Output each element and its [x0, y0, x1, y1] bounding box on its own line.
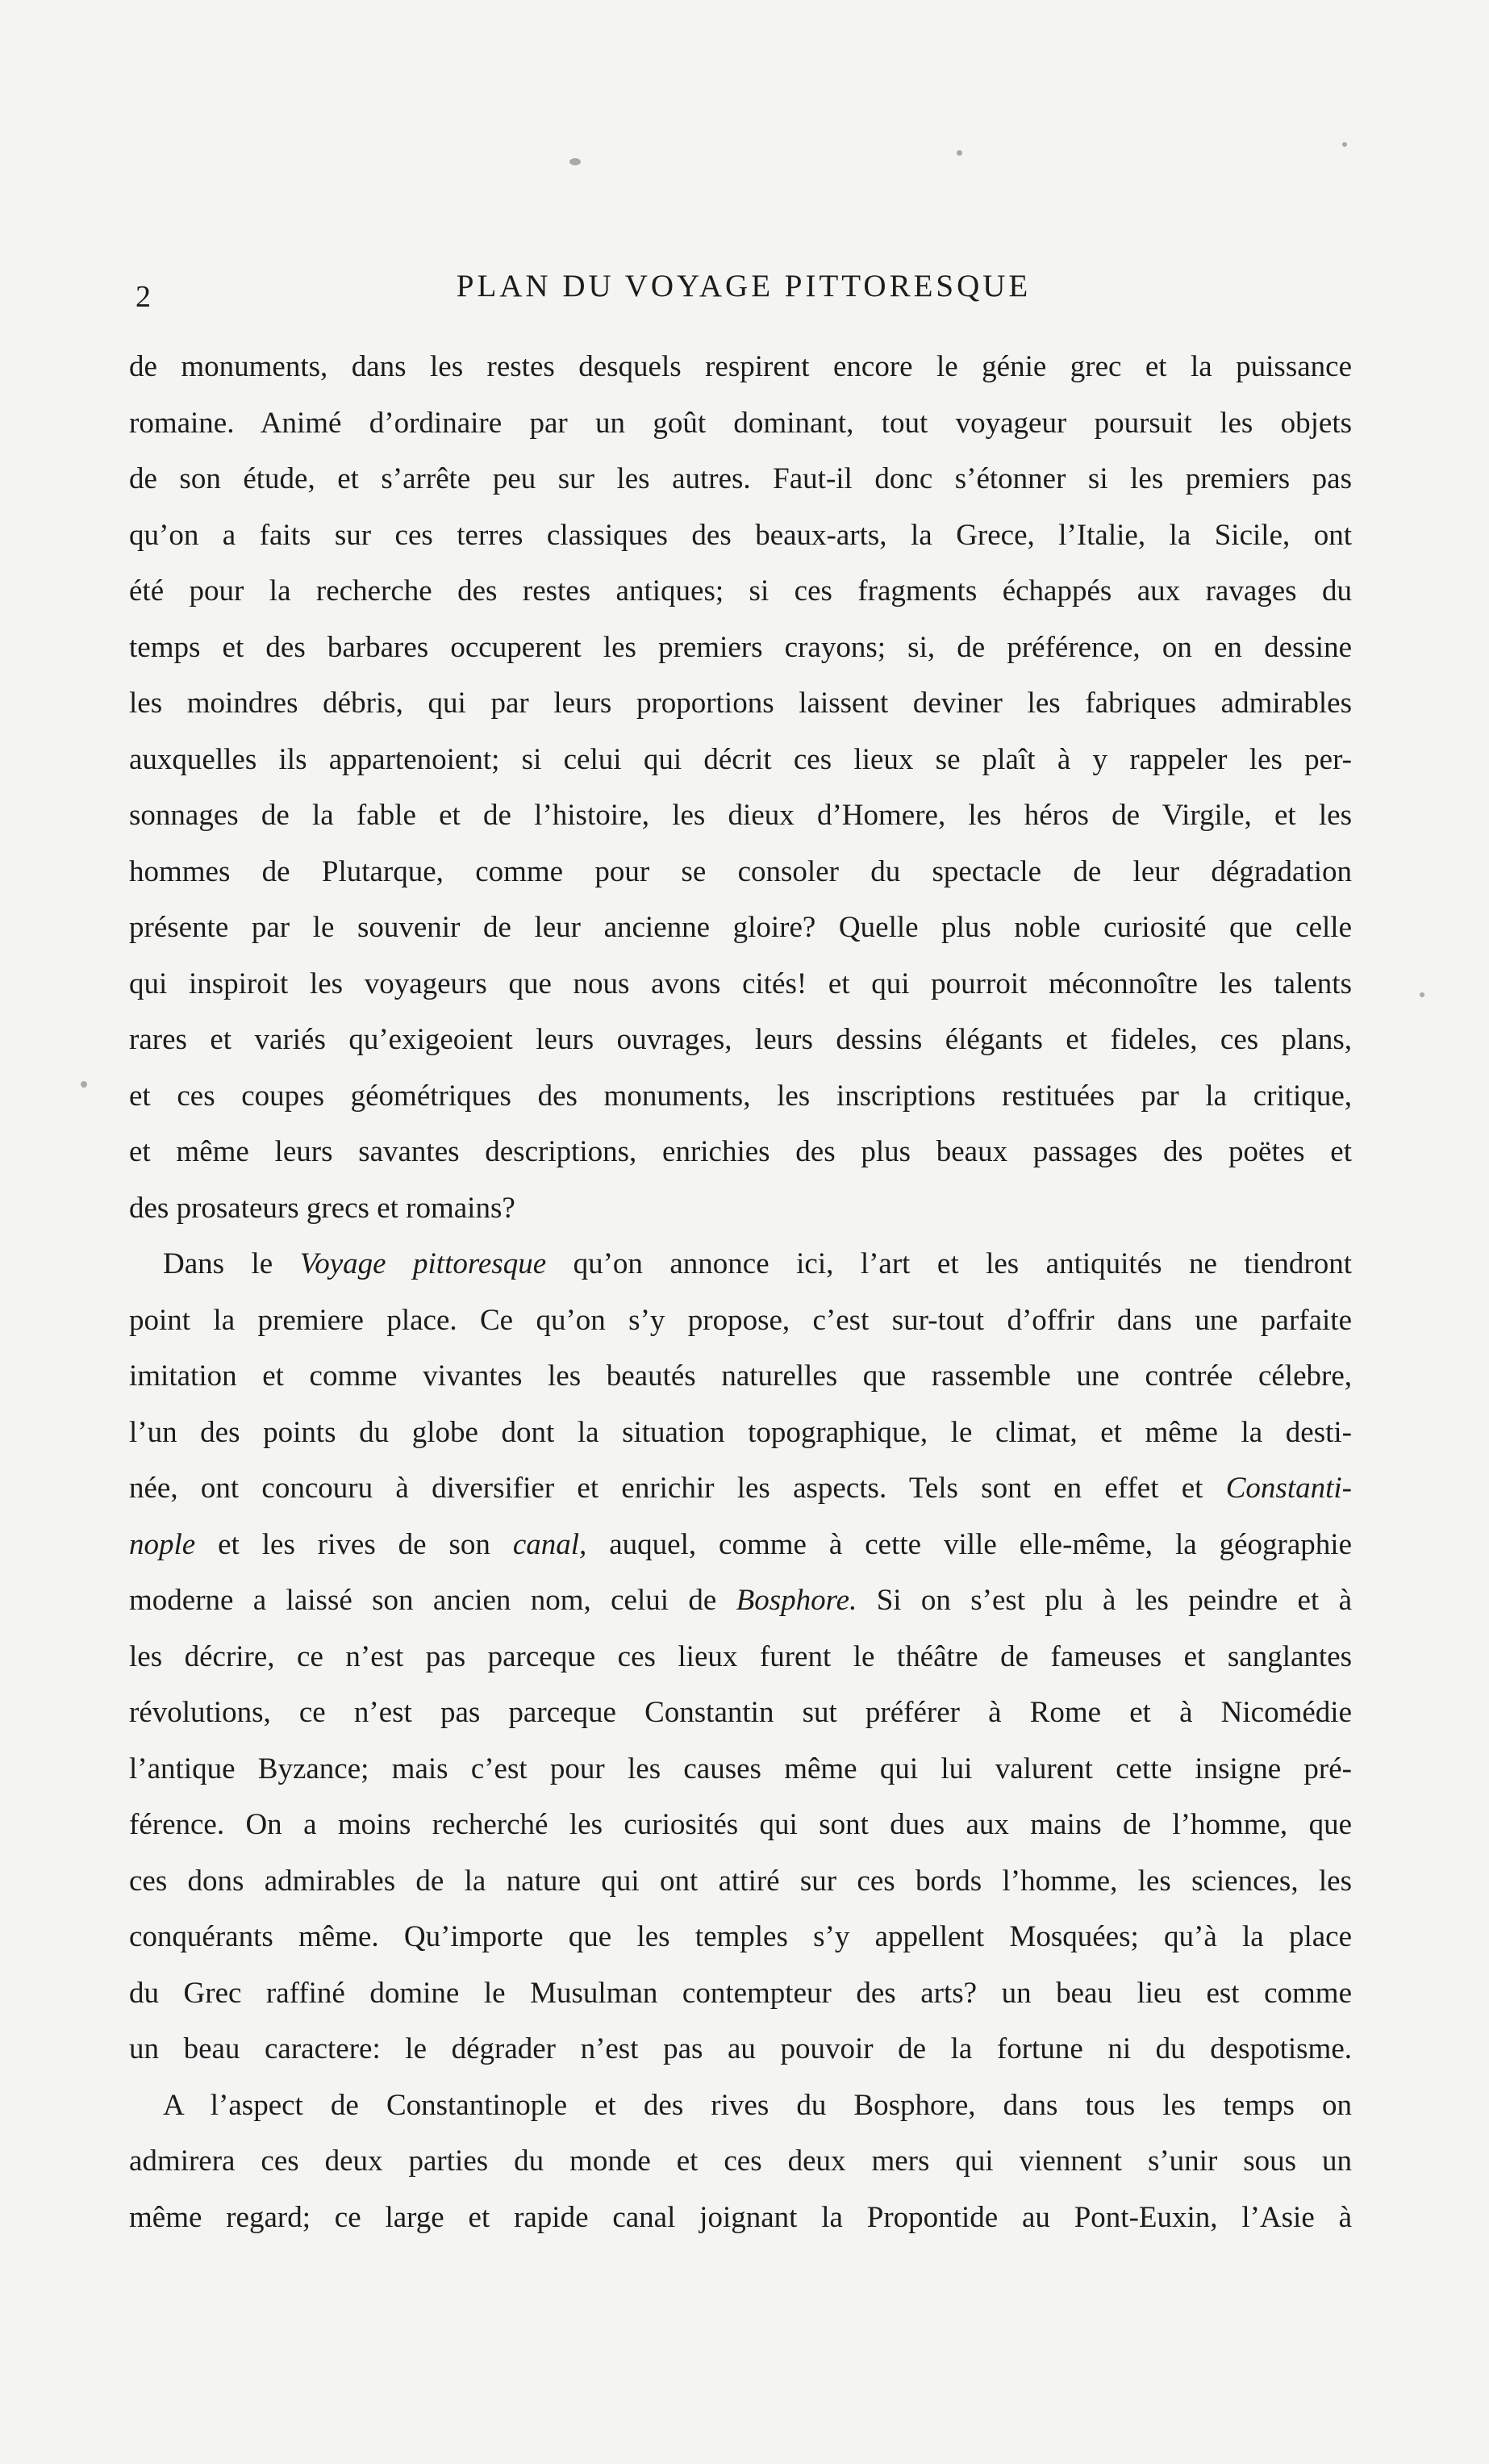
text-line: les décrire, ce n’est pas parceque ces lieux furent le théâtre de fameuses et sanglantes	[129, 1639, 1352, 1673]
text-line: et ces coupes géométriques des monuments, les inscriptions restituées par la critique,	[129, 1079, 1352, 1113]
text-line: romaine. Animé d’ordinaire par un goût dominant, tout voyageur poursuit les objets	[129, 406, 1352, 440]
italic-phrase: canal,	[512, 1527, 587, 1561]
text-line: qui inspiroit les voyageurs que nous avons cités! et qui pourroit méconnoître les talents	[129, 967, 1352, 1000]
text-line: révolutions, ce n’est pas parceque Constantin sut préférer à Rome et à Nicomédie	[129, 1696, 1352, 1729]
ink-speck	[1342, 142, 1347, 147]
text-line: point la premiere place. Ce qu’on s’y propose, c’est sur-tout d’offrir dans une parfaite	[129, 1303, 1352, 1337]
text-line: l’antique Byzance; mais c’est pour les causes même qui lui valurent cette insigne pré-	[129, 1752, 1352, 1785]
italic-phrase: Bosphore.	[736, 1584, 857, 1617]
text-line: un beau caractere: le dégrader n’est pas au pouvoir de la fortune ni du despotisme.	[129, 2032, 1352, 2065]
text-line: A l’aspect de Constantinople et des rives du Bosphore, dans tous les temps on	[163, 2088, 1352, 2122]
text-line: les moindres débris, qui par leurs proportions laissent deviner les fabriques admirables	[129, 687, 1352, 720]
text-line-rich: Dans le Voyage pittoresque qu’on annonce ici, l’art et les antiquités ne tiendront	[163, 1247, 1352, 1280]
page-number: 2	[136, 280, 152, 314]
text-line: même regard; ce large et rapide canal joignant la Propontide au Pont-Euxin, l’Asie à	[129, 2200, 1352, 2234]
ink-speck	[81, 1081, 87, 1088]
italic-phrase: Voyage pittoresque	[299, 1247, 547, 1280]
ink-speck	[569, 158, 581, 165]
text-line: conquérants même. Qu’importe que les temples s’y appellent Mosquées; qu’à la place	[129, 1920, 1352, 1953]
italic-phrase: nople	[129, 1527, 196, 1561]
page-title: PLAN DU VOYAGE PITTORESQUE	[456, 269, 1032, 303]
text-line-rich: moderne a laissé son ancien nom, celui de Bosphore. Si on s’est plu à les peindre et à	[129, 1584, 1352, 1617]
text-line: qu’on a faits sur ces terres classiques des beaux-arts, la Grece, l’Italie, la Sicile, ont	[129, 518, 1352, 552]
text-line: férence. On a moins recherché les curiosités qui sont dues aux mains de l’homme, que	[129, 1808, 1352, 1841]
body-text	[129, 339, 1352, 2245]
text-line: rares et variés qu’exigeoient leurs ouvrages, leurs dessins élégants et fideles, ces plans,	[129, 1023, 1352, 1056]
paragraph-1	[129, 339, 1352, 1236]
text-line: auxquelles ils appartenoient; si celui qui décrit ces lieux se plaît à y rappeler les per-	[129, 742, 1352, 776]
text-line: du Grec raffiné domine le Musulman contempteur des arts? un beau lieu est comme	[129, 1976, 1352, 2010]
running-head	[129, 268, 1358, 316]
text-line: ces dons admirables de la nature qui ont attiré sur ces bords l’homme, les sciences, les	[129, 1864, 1352, 1898]
text-line: et même leurs savantes descriptions, enrichies des plus beaux passages des poëtes et	[129, 1135, 1352, 1168]
italic-phrase: Constanti-	[1225, 1472, 1352, 1505]
paragraph-2	[129, 1236, 1352, 2078]
text-line: présente par le souvenir de leur ancienne gloire? Quelle plus noble curiosité que celle	[129, 911, 1352, 944]
text-line: temps et des barbares occuperent les premiers crayons; si, de préférence, on en dessine	[129, 630, 1352, 664]
text-line: été pour la recherche des restes antiques; si ces fragments échappés aux ravages du	[129, 574, 1352, 608]
text-line-rich: nople et les rives de son canal, auquel, comme à cette ville elle-même, la géographie	[129, 1527, 1352, 1561]
text-line: admirera ces deux parties du monde et ces deux mers qui viennent s’unir sous un	[129, 2145, 1352, 2178]
text-line: imitation et comme vivantes les beautés naturelles que rassemble une contrée célebre,	[129, 1359, 1352, 1393]
ink-speck	[957, 150, 962, 156]
ink-speck	[1420, 992, 1424, 997]
paragraph-3	[129, 2078, 1352, 2246]
text-line: l’un des points du globe dont la situation topographique, le climat, et même la desti-	[129, 1415, 1352, 1449]
text-line: sonnages de la fable et de l’histoire, les dieux d’Homere, les héros de Virgile, et les	[129, 799, 1352, 832]
text-line: de son étude, et s’arrête peu sur les autres. Faut-il donc s’étonner si les premiers pas	[129, 462, 1352, 495]
text-line-rich: née, ont concouru à diversifier et enrichir les aspects. Tels sont en effet et Constanti-	[129, 1472, 1352, 1505]
text-line: hommes de Plutarque, comme pour se consoler du spectacle de leur dégradation	[129, 854, 1352, 888]
text-line: de monuments, dans les restes desquels respirent encore le génie grec et la puissance	[129, 350, 1352, 383]
text-line: des prosateurs grecs et romains?	[129, 1191, 515, 1225]
